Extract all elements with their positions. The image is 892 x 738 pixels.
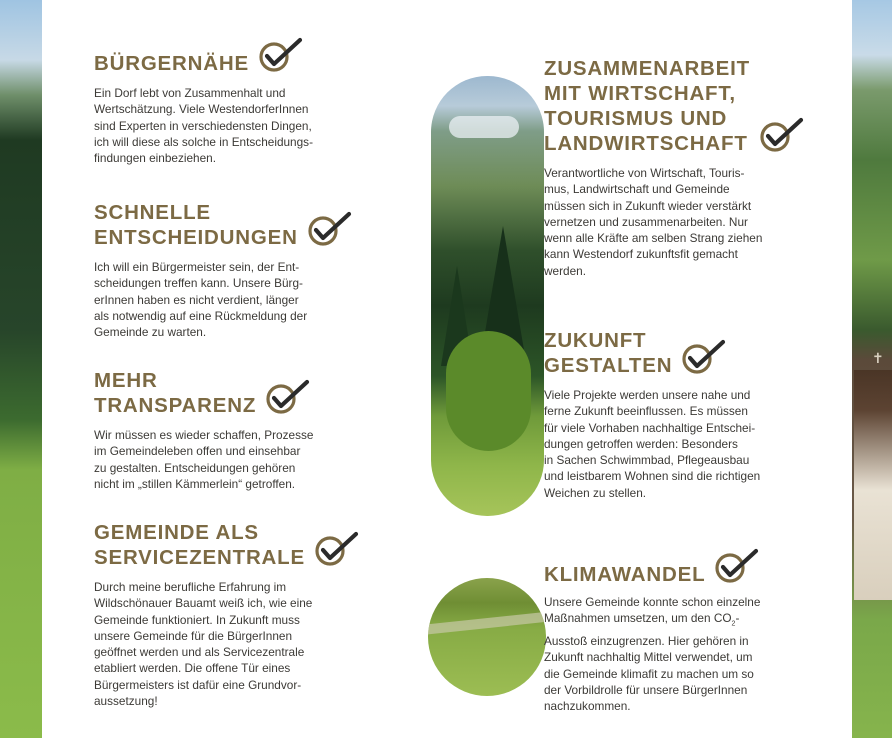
check-circle-icon bbox=[758, 116, 804, 154]
section-body bbox=[544, 594, 844, 714]
section-heading bbox=[544, 328, 844, 378]
section-title: SCHNELLE ENTSCHEIDUNGEN bbox=[94, 201, 298, 249]
check-circle-icon bbox=[713, 547, 759, 585]
section-schnelle-entscheidungen bbox=[94, 200, 394, 340]
chalet-image bbox=[854, 370, 892, 600]
section-body: Verantwortliche von Wirtschaft, Touris- mus, Landwirtschaft und Gemeinde müssen sich in Zukunft wieder verstärkt vernetzen und zusammenarbeiten. Nur wenn alle Kräfte am selben Strang ziehen kann Westendorf zukunftsfit gemacht werden. bbox=[544, 166, 763, 278]
chapel-cross-icon: ✝ bbox=[872, 350, 884, 366]
brochure-page bbox=[42, 0, 852, 738]
section-body: Wir müssen es wieder schaffen, Prozesse im Gemeindeleben offen und einsehbar zu gestalten. Entscheidungen gehören nicht im „stillen Kämmerlein“ getroffen. bbox=[94, 428, 314, 491]
section-title: ZUSAMMENARBEIT MIT WIRTSCHAFT, TOURISMUS UND LANDWIRTSCHAFT bbox=[544, 57, 750, 155]
check-circle-icon bbox=[313, 530, 359, 568]
section-zusammenarbeit bbox=[544, 56, 844, 279]
section-body: Durch meine berufliche Erfahrung im Wildschönauer Bauamt weiß ich, wie eine Gemeinde funktioniert. In Zukunft muss unsere Gemeinde für die BürgerInnen geöffnet werden und als Servicezentrale etabliert werden. Die offene Tür eines Bürgermeisters ist dafür eine Grundvor- aussetzung! bbox=[94, 580, 313, 709]
section-heading bbox=[94, 368, 394, 418]
meadow-path bbox=[428, 611, 546, 636]
section-heading bbox=[544, 56, 844, 156]
check-circle-icon bbox=[264, 378, 310, 416]
section-zukunft-gestalten bbox=[544, 328, 844, 501]
right-chalet-photo bbox=[852, 0, 892, 738]
section-body: Viele Projekte werden unsere nahe und ferne Zukunft beeinflussen. Es müssen für viele Vorhaben nachhaltige Entschei- dungen getroffen werden: Besonders in Sachen Schwimmbad, Pflegeausbau und leistbarem Wohnen sind die richtigen Weichen zu stellen. bbox=[544, 388, 761, 500]
section-title: MEHR TRANSPARENZ bbox=[94, 369, 257, 417]
section-mehr-transparenz bbox=[94, 368, 394, 492]
section-buergernaehe bbox=[94, 36, 394, 166]
section-title: GEMEINDE ALS SERVICEZENTRALE bbox=[94, 521, 305, 569]
co2-subscript: 2 bbox=[731, 620, 736, 628]
body-text: Unsere Gemeinde konnte schon einzelne Maßnahmen umsetzen, um den CO bbox=[544, 595, 761, 626]
section-body: Ein Dorf lebt von Zusammenhalt und Wertschätzung. Viele WestendorferInnen sind Experten in verschiedensten Dingen, ich will diese als solche in Entscheidungs- findungen einbeziehen. bbox=[94, 86, 314, 166]
tree-canopy bbox=[446, 331, 531, 451]
section-heading bbox=[94, 200, 394, 250]
check-circle-icon bbox=[257, 36, 303, 74]
section-body: Ich will ein Bürgermeister sein, der Ent- scheidungen treffen kann. Unsere Bürg- erInnen haben es nicht verdient, länger als notwendig auf eine Rückmeldung der Gemeinde zu warten. bbox=[94, 260, 308, 340]
left-landscape-photo bbox=[0, 0, 42, 738]
exclamation-bar-photo bbox=[431, 76, 544, 516]
section-title: BÜRGERNÄHE bbox=[94, 52, 249, 75]
check-circle-icon bbox=[680, 338, 726, 376]
section-klimawandel bbox=[544, 547, 844, 714]
section-gemeinde-als-servicezentrale bbox=[94, 520, 404, 709]
body-text: - Ausstoß einzugrenzen. Hier gehören in Zukunft nachhaltig Mittel verwendet, um die Gemeinde klimafit zu machen um so der Vorbildrolle für unsere BürgerInnen nachzukommen. bbox=[544, 611, 754, 714]
section-heading bbox=[94, 36, 394, 76]
section-title: ZUKUNFT GESTALTEN bbox=[544, 329, 673, 377]
cloud bbox=[449, 116, 519, 138]
section-heading bbox=[94, 520, 404, 570]
section-heading bbox=[544, 547, 844, 587]
check-circle-icon bbox=[306, 210, 352, 248]
exclamation-dot-photo bbox=[428, 578, 546, 696]
section-title: KLIMAWANDEL bbox=[544, 563, 706, 586]
